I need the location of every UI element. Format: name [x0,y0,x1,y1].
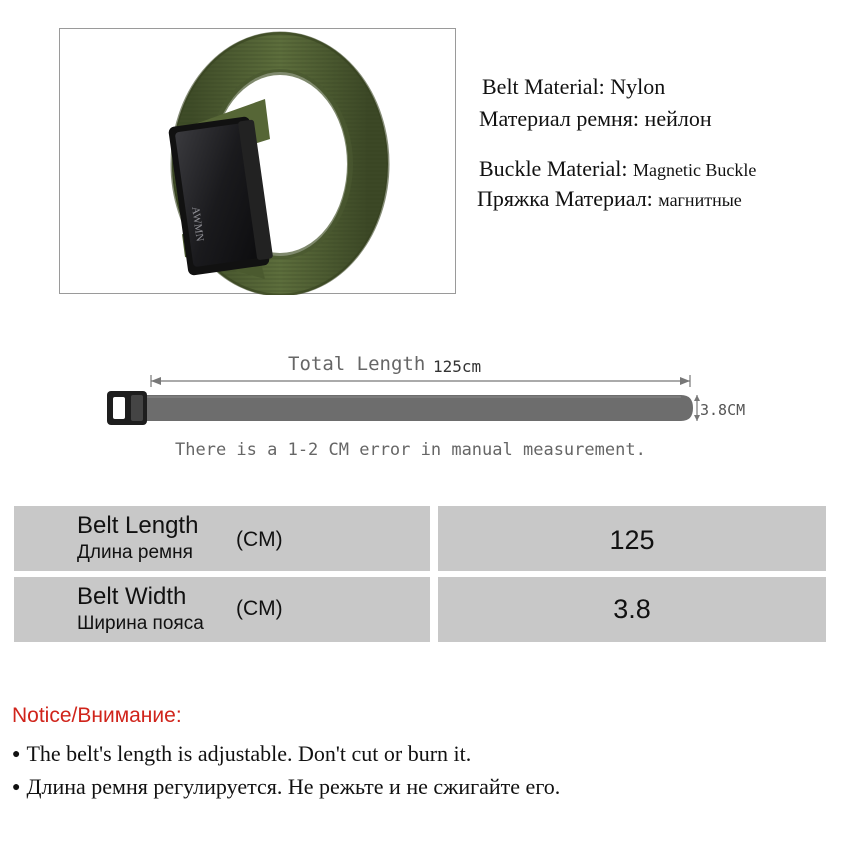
belt-length-unit: (CM) [236,528,283,551]
belt-image [60,29,457,295]
measurement-error-note: There is a 1-2 CM error in manual measurement. [175,440,646,460]
notice-item [12,741,471,767]
bullet-icon: ● [12,780,21,795]
belt-length-value-cell [438,506,826,571]
product-photo [59,28,456,294]
notice-item-text: The belt's length is adjustable. Don't cut or burn it. [26,741,472,766]
belt-diagram [107,391,693,425]
notice-item [12,774,560,800]
length-label: Total Length [288,353,426,375]
belt-width-value: 3.8 [613,594,651,624]
buckle-material-en [479,156,756,182]
belt-material-ru-label: Материал ремня: [479,106,640,131]
belt-material-en [482,74,665,100]
length-value: 125cm [433,357,482,376]
belt-material-en-value: Nylon [610,74,666,99]
measurement-diagram [35,305,765,475]
belt-width-unit: (CM) [236,597,283,620]
notice-item-text: Длина ремня регулируется. Не режьте и не сжигайте его. [26,774,561,799]
belt-material-ru-value: нейлон [644,106,712,131]
buckle-material-ru [477,186,742,212]
belt-length-label-ru: Длина ремня [77,542,193,563]
belt-width-label-en: Belt Width [77,583,187,610]
belt-length-value: 125 [609,525,655,555]
belt-material-ru [479,106,712,132]
notice-title: Notice/Внимание: [12,704,182,727]
belt-material-en-label: Belt Material: [482,74,605,99]
belt-width-label-ru: Ширина пояса [77,613,204,634]
belt-length-label-en: Belt Length [77,512,199,539]
buckle-material-en-label: Buckle Material: [479,156,628,181]
buckle-material-en-value: Magnetic Buckle [632,160,757,180]
buckle-material-ru-value: магнитные [658,190,742,210]
belt-width-value-cell [438,577,826,642]
buckle-brand-text: AWMN [189,205,206,243]
width-value: 3.8CM [700,401,746,419]
belt-length-label-cell [14,506,430,571]
belt-width-label-cell [14,577,430,642]
bullet-icon: ● [12,747,21,762]
buckle-material-ru-label: Пряжка Материал: [477,186,653,211]
